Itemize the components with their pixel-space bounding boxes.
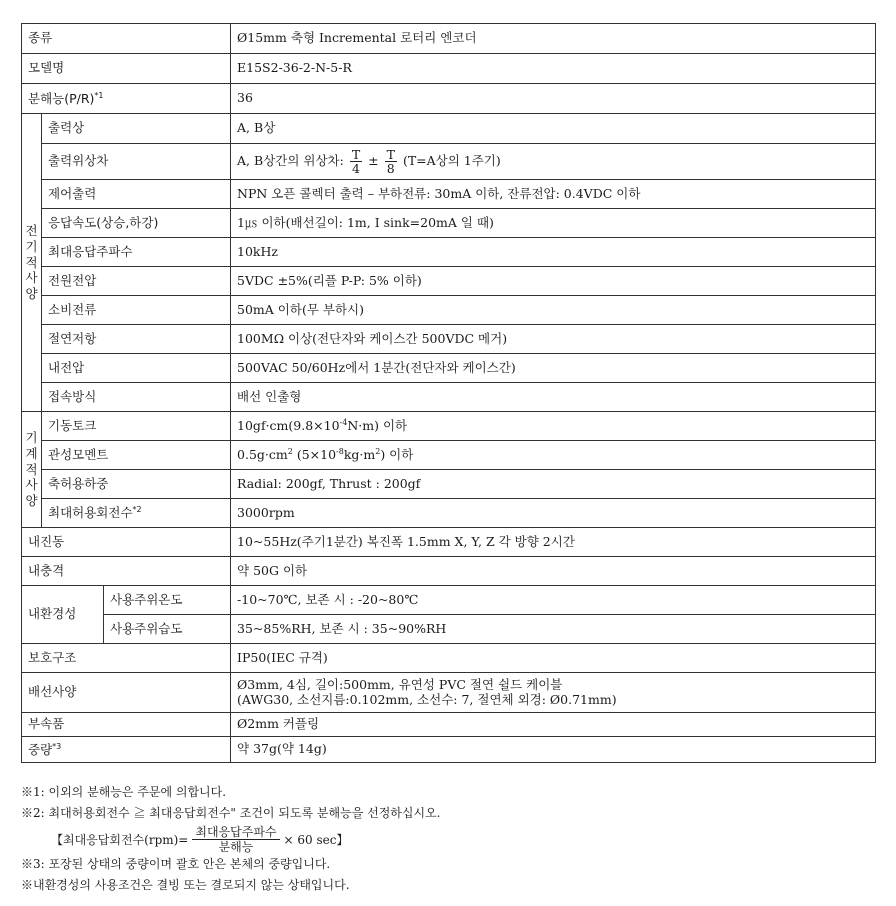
rpm-formula	[21, 824, 881, 854]
footnotes	[21, 782, 881, 896]
value-shaft-load: Radial: 200gf, Thrust : 200gf	[231, 470, 876, 499]
group-electrical-char: 양	[25, 285, 38, 301]
value-connection: 배선 인출형	[231, 383, 876, 412]
label-env-humid: 사용주위습도	[104, 615, 231, 644]
fraction-numerator: T	[351, 146, 361, 162]
formula-left: 【최대응답회전수(rpm)=	[51, 832, 189, 847]
footnote-2: ※2: 최대허용회전수 ≧ 최대응답회전수" 조건이 되도록 분해능을 선정하십시오.	[21, 806, 441, 820]
label-response-speed: 응답속도(상승,하강)	[42, 209, 231, 238]
note-mark-2: *2	[132, 505, 142, 515]
inertia-text-a: 0.5g·cm	[237, 447, 288, 463]
group-mechanical-label	[22, 412, 42, 528]
row-connection	[22, 383, 876, 412]
group-mechanical-char: 기	[25, 430, 38, 446]
value-type: Ø15mm 축형 Incremental 로터리 엔코더	[231, 24, 876, 54]
value-response-speed: 1㎲ 이하(배선길이: 1m, I sink=20mA 일 때)	[231, 209, 876, 238]
label-insulation: 절연저항	[42, 325, 231, 354]
row-max-freq	[22, 238, 876, 267]
row-protection	[22, 644, 876, 673]
row-max-rpm	[22, 499, 876, 528]
value-shock: 약 50G 이하	[231, 557, 876, 586]
group-mechanical-char: 사	[25, 477, 38, 493]
row-output-phase	[22, 114, 876, 144]
torque-text-a: 10gf·cm(9.8×10	[237, 418, 340, 434]
label-max-rpm	[42, 499, 231, 528]
label-power: 전원전압	[42, 267, 231, 296]
note-mark-3: *3	[52, 741, 62, 751]
value-insulation: 100MΩ 이상(전단자와 케이스간 500VDC 메거)	[231, 325, 876, 354]
row-weight	[22, 737, 876, 763]
spec-table	[21, 23, 876, 763]
value-inertia	[231, 441, 876, 470]
group-mechanical-char: 적	[25, 461, 38, 477]
label-control-output: 제어출력	[42, 180, 231, 209]
value-dielectric: 500VAC 50/60Hz에서 1분간(전단자와 케이스간)	[231, 354, 876, 383]
value-max-rpm: 3000rpm	[231, 499, 876, 528]
label-current: 소비전류	[42, 296, 231, 325]
row-torque	[22, 412, 876, 441]
cable-line-2: (AWG30, 소선지름:0.102mm, 소선수: 7, 절연체 외경: Ø0.71mm)	[237, 691, 617, 707]
label-max-freq: 최대응답주파수	[42, 238, 231, 267]
label-phase-diff: 출력위상차	[42, 144, 231, 180]
value-env-humid: 35~85%RH, 보존 시 : 35~90%RH	[231, 615, 876, 644]
label-output-phase: 출력상	[42, 114, 231, 144]
value-vibration: 10~55Hz(주기1분간) 복진폭 1.5mm X, Y, Z 각 방향 2시간	[231, 528, 876, 557]
formula-right: × 60 sec】	[283, 832, 349, 847]
fraction-denominator: 8	[386, 161, 395, 176]
row-phase-diff	[22, 144, 876, 180]
row-control-output	[22, 180, 876, 209]
footnote-4: ※내환경성의 사용조건은 결빙 또는 결로되지 않는 상태입니다.	[21, 878, 350, 892]
footnote-1: ※1: 이외의 분해능은 주문에 의합니다.	[21, 785, 227, 799]
phase-diff-suffix: (T=A상의 1주기)	[402, 153, 501, 168]
row-cable	[22, 673, 876, 713]
value-max-freq: 10kHz	[231, 238, 876, 267]
formula-numerator: 최대응답주파수	[192, 825, 279, 840]
label-connection: 접속방식	[42, 383, 231, 412]
group-electrical-char: 사	[25, 270, 38, 286]
group-mechanical-char: 양	[25, 492, 38, 508]
row-accessory	[22, 713, 876, 737]
row-type	[22, 24, 876, 54]
formula-denominator: 분해능	[218, 839, 254, 854]
label-torque: 기동토크	[42, 412, 231, 441]
group-electrical-char: 적	[25, 254, 38, 270]
value-cable	[231, 673, 876, 713]
value-current: 50mA 이하(무 부하시)	[231, 296, 876, 325]
row-resolution	[22, 84, 876, 114]
label-model: 모델명	[22, 54, 231, 84]
value-output-phase: A, B상	[231, 114, 876, 144]
row-response-speed	[22, 209, 876, 238]
group-mechanical-char: 계	[25, 446, 38, 462]
label-shock: 내충격	[22, 557, 231, 586]
row-env-temp	[22, 586, 876, 615]
torque-text-b: N·m) 이하	[347, 418, 408, 434]
footnote-3: ※3: 포장된 상태의 중량이며 괄호 안은 본체의 중량입니다.	[21, 857, 331, 871]
label-resolution	[22, 84, 231, 114]
torque-exponent: -4	[339, 418, 348, 428]
row-power	[22, 267, 876, 296]
inertia-text-c: kg·m	[343, 447, 376, 463]
row-shock	[22, 557, 876, 586]
plus-minus: ±	[368, 153, 379, 168]
inertia-text-d: ) 이하	[380, 447, 414, 463]
row-dielectric	[22, 354, 876, 383]
label-shaft-load: 축허용하중	[42, 470, 231, 499]
inertia-exponent-2: -8	[336, 447, 344, 457]
phase-diff-prefix: A, B상간의 위상차:	[237, 153, 344, 168]
row-vibration	[22, 528, 876, 557]
label-vibration: 내진동	[22, 528, 231, 557]
value-accessory: Ø2mm 커플링	[231, 713, 876, 737]
value-weight: 약 37g(약 14g)	[231, 737, 876, 763]
value-resolution: 36	[231, 84, 876, 114]
label-env: 내환경성	[22, 586, 104, 644]
fraction-denominator: 4	[352, 161, 360, 176]
label-max-rpm-text: 최대허용회전수	[48, 505, 133, 521]
value-power: 5VDC ±5%(리플 P-P: 5% 이하)	[231, 267, 876, 296]
group-electrical-label	[22, 114, 42, 412]
label-weight-text: 중량	[28, 741, 53, 757]
label-type: 종류	[22, 24, 231, 54]
fraction-t-4	[350, 148, 362, 175]
value-protection: IP50(IEC 규격)	[231, 644, 876, 673]
group-electrical-char: 전	[25, 223, 38, 239]
row-inertia	[22, 441, 876, 470]
value-model: E15S2-36-2-N-5-R	[231, 54, 876, 84]
label-protection: 보호구조	[22, 644, 231, 673]
note-mark-1: *1	[94, 90, 104, 100]
value-env-temp: -10~70℃, 보존 시 : -20~80℃	[231, 586, 876, 615]
label-dielectric: 내전압	[42, 354, 231, 383]
inertia-exponent-1: 2	[287, 447, 293, 457]
row-insulation	[22, 325, 876, 354]
row-env-humid	[22, 615, 876, 644]
label-inertia: 관성모멘트	[42, 441, 231, 470]
row-model	[22, 54, 876, 84]
formula-fraction	[192, 825, 279, 854]
label-weight	[22, 737, 231, 763]
fraction-t-8	[385, 148, 397, 175]
cable-line-1: Ø3mm, 4심, 길이:500mm, 유연성 PVC 절연 쉴드 케이블	[237, 677, 563, 693]
value-torque	[231, 412, 876, 441]
inertia-exponent-3: 2	[375, 447, 381, 457]
row-shaft-load	[22, 470, 876, 499]
value-control-output: NPN 오픈 콜렉터 출력 – 부하전류: 30mA 이하, 잔류전압: 0.4VDC 이하	[231, 180, 876, 209]
row-current	[22, 296, 876, 325]
label-accessory: 부속품	[22, 713, 231, 737]
value-phase-diff	[231, 144, 876, 180]
group-electrical-char: 기	[25, 239, 38, 255]
label-cable: 배선사양	[22, 673, 231, 713]
label-env-temp: 사용주위온도	[104, 586, 231, 615]
fraction-numerator: T	[386, 146, 395, 162]
inertia-text-b: (5×10	[292, 447, 337, 463]
label-resolution-text: 분해능(P/R)	[28, 90, 95, 106]
